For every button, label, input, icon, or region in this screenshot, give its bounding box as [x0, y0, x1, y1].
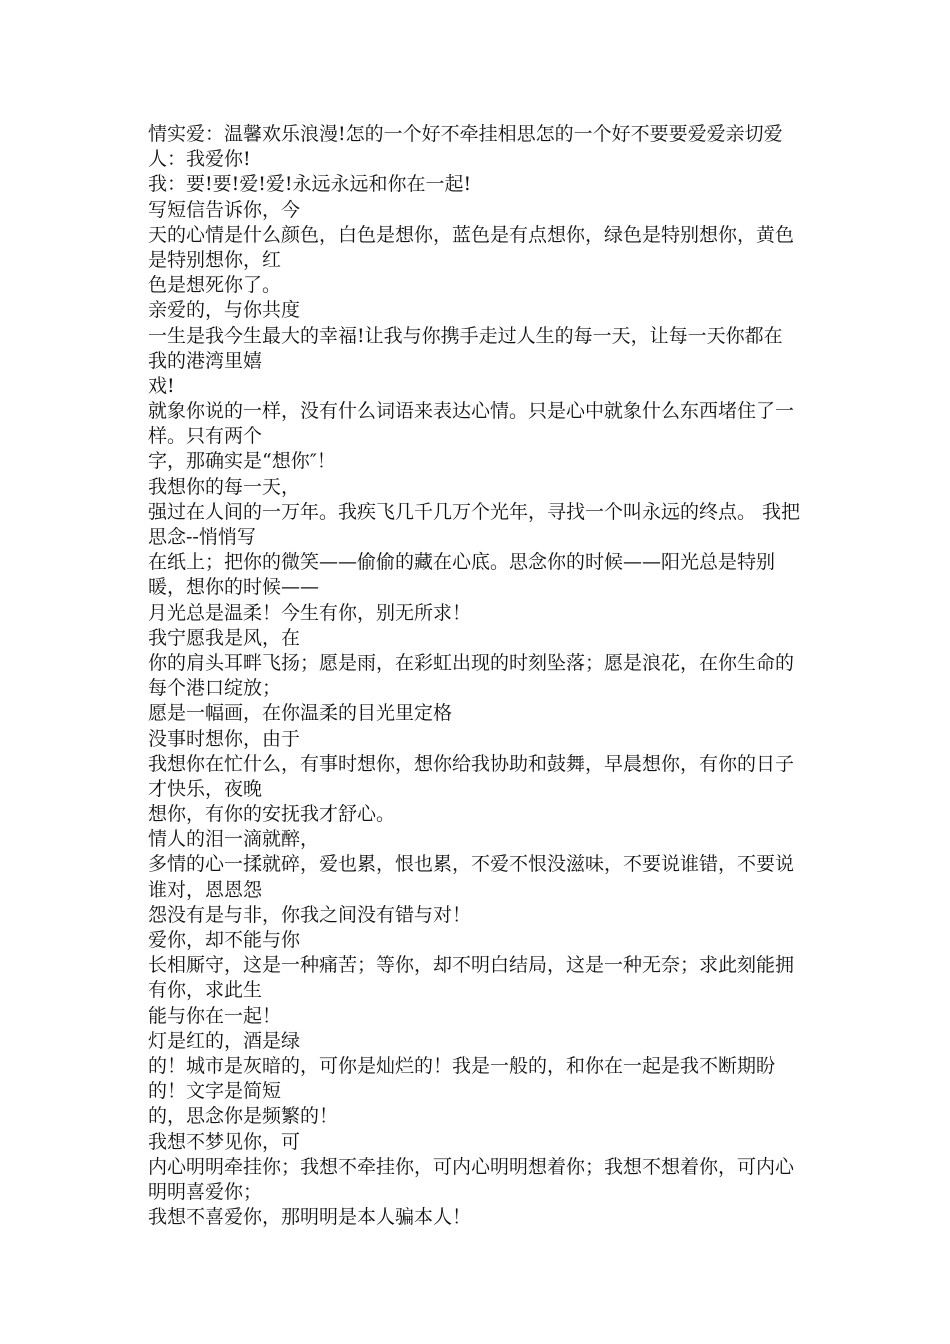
text-line: 情实爱：温馨欢乐浪漫!怎的一个好不牵挂相思怎的一个好不要要爱爱亲切爱 — [148, 123, 783, 145]
text-line: 天的心情是什么颜色，白色是想你，蓝色是有点想你，绿色是特别想你，黄色 — [148, 223, 795, 246]
text-line: 色是想死你了。 — [148, 274, 282, 297]
text-line: 我想你的每一天， — [148, 475, 301, 498]
text-line: 情人的泪一滴就醉， — [148, 828, 320, 851]
text-line: 是特别想你，红 — [148, 248, 282, 271]
document-body — [148, 122, 808, 1230]
text-line: 想你，有你的安抚我才舒心。 — [148, 803, 396, 826]
text-line: 你的肩头耳畔飞扬；愿是雨，在彩虹出现的时刻坠落；愿是浪花，在你生命的 — [148, 651, 795, 674]
text-line: 暖，想你的时候—— — [148, 576, 320, 599]
text-line: 字，那确实是“想你″！ — [148, 450, 336, 473]
text-line: 月光总是温柔！今生有你，别无所求！ — [148, 601, 472, 624]
text-line: 才快乐，夜晚 — [148, 777, 263, 800]
text-line: 强过在人间的一万年。我疾飞几千几万个光年，寻找一个叫永远的终点。 我把 — [148, 500, 801, 523]
text-line: 我的港湾里嬉 — [148, 349, 263, 372]
text-line: 一生是我今生最大的幸福!让我与你携手走过人生的每一天，让每一天你都在 — [148, 324, 783, 347]
text-line: 我：要!要!爱!爱!永远永远和你在一起! — [148, 173, 472, 196]
text-line: 我想不喜爱你，那明明是本人骗本人！ — [148, 1206, 472, 1229]
text-line: 灯是红的，酒是绿 — [148, 1029, 301, 1052]
text-line: 多情的心一揉就碎，爱也累，恨也累，不爱不恨没滋味，不要说谁错，不要说 — [148, 853, 795, 876]
text-line: 思念--悄悄写 — [148, 526, 256, 548]
text-line: 没事时想你，由于 — [148, 727, 301, 750]
text-line: 的！城市是灰暗的，可你是灿烂的！我是一般的，和你在一起是我不断期盼 — [148, 1054, 776, 1077]
text-line: 长相厮守，这是一种痛苦；等你，却不明白结局，这是一种无奈；求此刻能拥 — [148, 954, 795, 977]
text-line: 人：我爱你! — [148, 148, 251, 171]
text-line: 爱你，却不能与你 — [148, 929, 301, 951]
text-line: 我想不梦见你，可 — [148, 1130, 301, 1153]
text-line: 怨没有是与非，你我之间没有错与对！ — [148, 903, 472, 926]
text-line: 每个港口绽放； — [148, 677, 282, 700]
text-line: 的，思念你是频繁的！ — [148, 1105, 339, 1128]
text-line: 愿是一幅画，在你温柔的目光里定格 — [148, 702, 453, 725]
text-line: 就象你说的一样，没有什么词语来表达心情。只是心中就象什么东西堵住了一 — [148, 400, 795, 423]
text-line: 我宁愿我是风，在 — [148, 626, 301, 649]
text-line: 在纸上；把你的微笑——偷偷的藏在心底。思念你的时候——阳光总是特别 — [148, 551, 776, 574]
text-line: 明明喜爱你； — [148, 1180, 263, 1203]
text-line: 戏! — [148, 374, 175, 397]
text-line: 样。只有两个 — [148, 425, 263, 448]
text-line: 写短信告诉你，今 — [148, 198, 301, 221]
text-line: 亲爱的，与你共度 — [148, 299, 301, 322]
text-line: 我想你在忙什么，有事时想你，想你给我协助和鼓舞，早晨想你，有你的日子 — [148, 752, 795, 775]
text-line: 内心明明牵挂你；我想不牵挂你，可内心明明想着你；我想不想着你，可内心 — [148, 1155, 795, 1178]
text-line: 的！文字是简短 — [148, 1080, 282, 1103]
text-line: 谁对，恩恩怨 — [148, 878, 263, 901]
text-line: 有你，求此生 — [148, 979, 263, 1002]
text-line: 能与你在一起！ — [148, 1004, 282, 1027]
